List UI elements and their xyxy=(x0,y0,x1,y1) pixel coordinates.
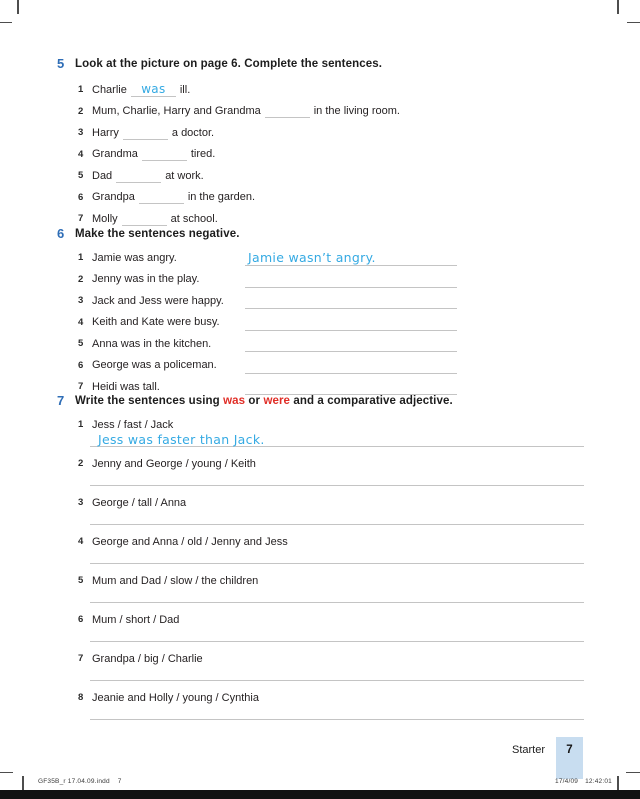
crop-mark xyxy=(17,0,19,14)
answer-line[interactable] xyxy=(90,706,584,720)
sentence-item xyxy=(78,355,584,377)
answer-blank[interactable] xyxy=(122,212,167,226)
exercise-6 xyxy=(57,227,584,398)
answer-line[interactable] xyxy=(245,292,457,309)
sentence-end: at work. xyxy=(165,169,204,182)
sentence-item xyxy=(78,79,584,101)
print-date: 17/4/09 xyxy=(555,778,579,785)
item-number: 3 xyxy=(78,295,84,307)
prompt-text: Mum and Dad / slow / the children xyxy=(92,575,259,587)
crop-mark xyxy=(626,772,640,774)
exercise-number: 5 xyxy=(57,56,65,71)
sentence-start: Mum, Charlie, Harry and Grandma xyxy=(92,105,261,118)
answer-line[interactable] xyxy=(90,550,584,564)
source-sentence: Keith and Kate were busy. xyxy=(92,316,220,329)
page-number-tab xyxy=(556,737,583,779)
highlighted-word-was: was xyxy=(223,395,246,407)
sentence-item xyxy=(78,101,584,123)
sentence-start: Charlie xyxy=(92,83,127,96)
title-text: Write the sentences using xyxy=(75,395,224,407)
handwritten-answer: Jamie wasn’t angry. xyxy=(248,250,376,266)
print-file-text: GF35B_r 17.04.09.indd xyxy=(38,778,110,785)
sentence-item xyxy=(78,312,584,334)
item-number: 1 xyxy=(78,84,84,96)
item-number: 2 xyxy=(78,105,84,117)
answer-line[interactable] xyxy=(245,314,457,331)
crop-mark xyxy=(0,22,12,24)
answer-blank[interactable] xyxy=(142,147,187,161)
exercise-6-header xyxy=(57,227,584,241)
answer-line[interactable] xyxy=(245,249,457,266)
item-number: 3 xyxy=(78,497,84,508)
answer-line[interactable] xyxy=(245,271,457,288)
answer-line[interactable] xyxy=(90,667,584,681)
item-number: 7 xyxy=(78,213,84,225)
prompt-text: Jenny and George / young / Keith xyxy=(92,458,256,470)
prompt-text: George and Anna / old / Jenny and Jess xyxy=(92,536,288,548)
sentence-item xyxy=(78,165,584,187)
source-sentence: Jamie was angry. xyxy=(92,251,177,264)
item-number: 5 xyxy=(78,338,84,350)
exercise-title: Make the sentences negative. xyxy=(75,228,240,240)
prompt-item xyxy=(57,417,584,447)
print-time: 12:42:01 xyxy=(585,778,612,785)
prompt-item xyxy=(57,690,584,720)
answer-blank[interactable] xyxy=(265,104,310,118)
item-number: 4 xyxy=(78,148,84,160)
answer-blank[interactable] xyxy=(123,126,168,140)
prompt-text: Mum / short / Dad xyxy=(92,614,180,626)
sentence-end: in the living room. xyxy=(313,105,400,118)
exercise-7 xyxy=(57,394,584,729)
prompt-text: Grandpa / big / Charlie xyxy=(92,653,203,665)
source-sentence: Heidi was tall. xyxy=(92,380,160,393)
prompt-item xyxy=(57,651,584,681)
item-number: 1 xyxy=(78,252,84,264)
item-number: 5 xyxy=(78,170,84,182)
item-number: 4 xyxy=(78,316,84,328)
answer-line[interactable] xyxy=(245,335,457,352)
sentence-item xyxy=(78,187,584,209)
sentence-item xyxy=(78,290,584,312)
sentence-item xyxy=(78,269,584,291)
item-number: 8 xyxy=(78,692,84,703)
answer-blank[interactable] xyxy=(139,190,184,204)
scan-edge-bar xyxy=(0,790,640,799)
print-timestamp xyxy=(555,778,612,785)
crop-mark xyxy=(627,22,640,24)
answer-line[interactable] xyxy=(245,357,457,374)
sentence-item xyxy=(78,122,584,144)
exercise-7-header xyxy=(57,394,584,408)
item-number: 2 xyxy=(78,273,84,285)
sentence-item xyxy=(78,144,584,166)
item-number: 7 xyxy=(78,653,84,664)
exercise-title xyxy=(75,394,453,408)
sentence-end: at school. xyxy=(170,212,218,225)
item-number: 1 xyxy=(78,419,84,430)
exercise-number: 7 xyxy=(57,393,65,408)
level-label: Starter xyxy=(511,744,545,756)
item-number: 7 xyxy=(78,381,84,393)
prompt-item xyxy=(57,534,584,564)
answer-line[interactable] xyxy=(90,472,584,486)
item-number: 5 xyxy=(78,575,84,586)
exercise-5-header xyxy=(57,57,584,71)
item-number: 6 xyxy=(78,614,84,625)
sentence-end: in the garden. xyxy=(187,191,256,204)
prompt-text: Jess / fast / Jack xyxy=(92,419,174,431)
exercise-title: Look at the picture on page 6. Complete the sentences. xyxy=(75,58,383,70)
title-text: or xyxy=(245,395,264,407)
prompt-text: George / tall / Anna xyxy=(92,497,187,509)
sentence-end: a doctor. xyxy=(171,126,215,139)
page-number: 7 xyxy=(566,744,573,756)
crop-mark xyxy=(617,0,619,14)
print-file-page: 7 xyxy=(117,778,122,785)
source-sentence: Jenny was in the play. xyxy=(92,273,200,286)
sentence-end: ill. xyxy=(179,83,191,96)
answer-line[interactable] xyxy=(90,628,584,642)
sentence-start: Grandma xyxy=(92,148,138,161)
exercise-number: 6 xyxy=(57,226,65,241)
sentence-start: Molly xyxy=(92,212,118,225)
item-number: 2 xyxy=(78,458,84,469)
sentence-end: tired. xyxy=(190,148,216,161)
crop-mark xyxy=(0,772,13,774)
answer-line[interactable] xyxy=(90,511,584,525)
highlighted-word-were: were xyxy=(263,395,291,407)
prompt-text: Jeanie and Holly / young / Cynthia xyxy=(92,692,259,704)
answer-line[interactable] xyxy=(90,433,584,447)
source-sentence: Anna was in the kitchen. xyxy=(92,337,212,350)
handwritten-answer: Jess was faster than Jack. xyxy=(98,432,265,447)
source-sentence: George was a policeman. xyxy=(92,359,217,372)
sentence-start: Harry xyxy=(92,126,119,139)
item-number: 6 xyxy=(78,191,84,203)
item-number: 3 xyxy=(78,127,84,139)
exercise-5 xyxy=(57,57,584,230)
prompt-item xyxy=(57,495,584,525)
sentence-start: Dad xyxy=(92,169,113,182)
handwritten-answer: was xyxy=(141,81,166,96)
prompt-item xyxy=(57,573,584,603)
answer-line[interactable] xyxy=(90,589,584,603)
answer-line[interactable] xyxy=(245,378,457,395)
prompt-item xyxy=(57,612,584,642)
crop-mark xyxy=(617,776,619,790)
print-filename xyxy=(38,778,122,785)
item-number: 6 xyxy=(78,359,84,371)
crop-mark xyxy=(22,776,24,790)
sentence-item xyxy=(78,247,584,269)
sentence-item xyxy=(78,333,584,355)
source-sentence: Jack and Jess were happy. xyxy=(92,294,224,307)
prompt-item xyxy=(57,456,584,486)
answer-blank[interactable] xyxy=(131,83,176,97)
title-text: and a comparative adjective. xyxy=(290,395,453,407)
answer-blank[interactable] xyxy=(116,169,161,183)
sentence-start: Grandpa xyxy=(92,191,135,204)
item-number: 4 xyxy=(78,536,84,547)
